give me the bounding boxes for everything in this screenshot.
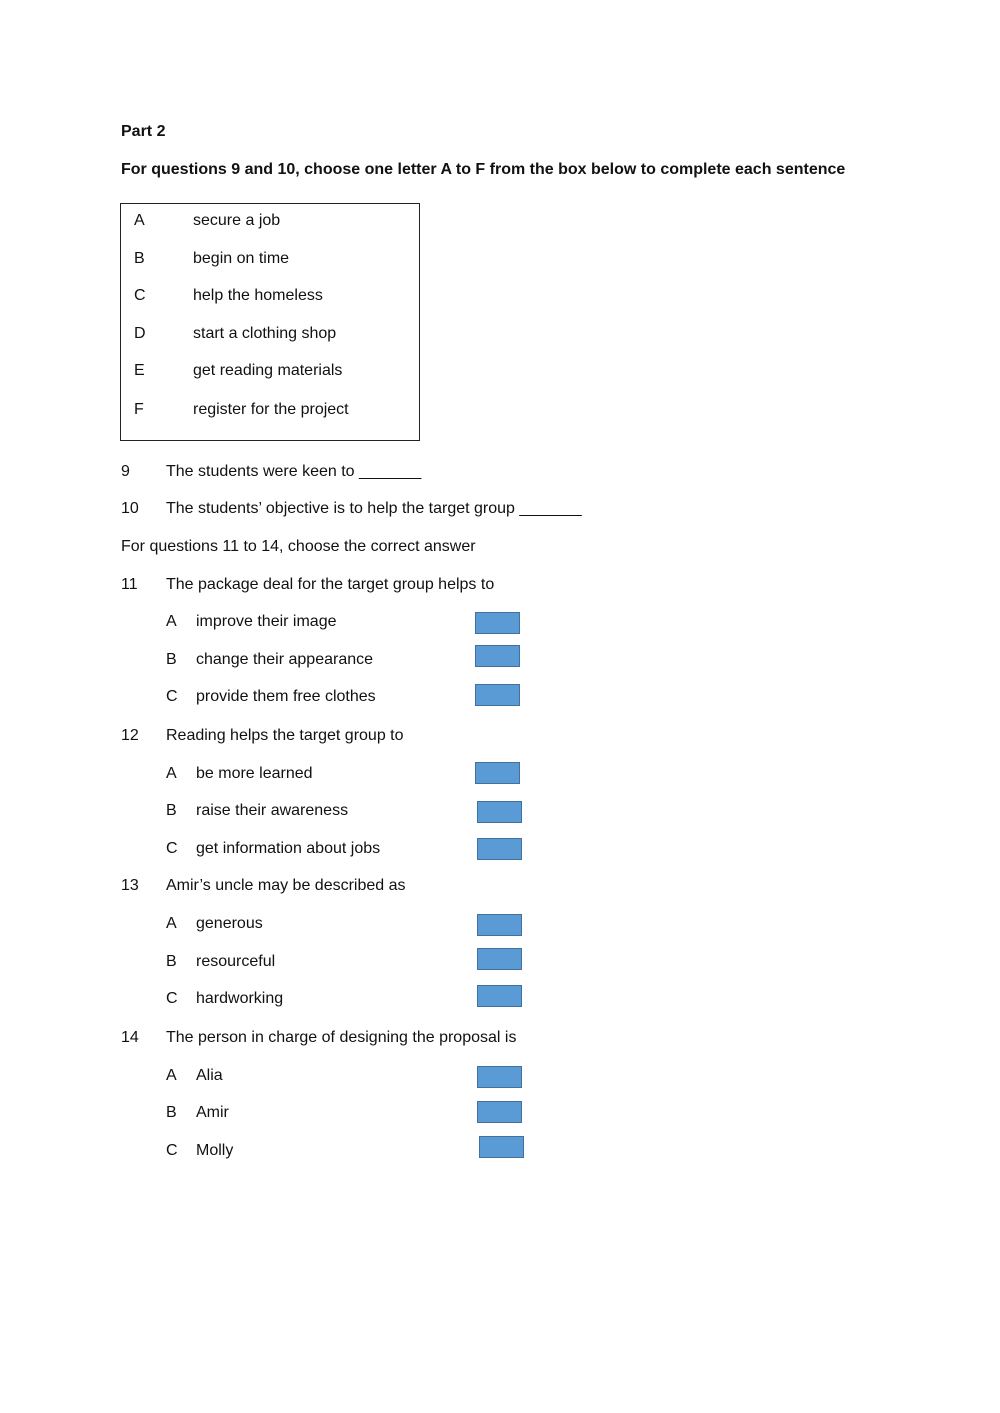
question-number: 10 <box>121 500 139 517</box>
option-text: register for the project <box>193 401 349 418</box>
answer-box[interactable] <box>477 948 522 970</box>
answer-box[interactable] <box>477 914 522 936</box>
answer-box[interactable] <box>475 762 520 784</box>
part-title: Part 2 <box>121 123 166 140</box>
question-number: 14 <box>121 1029 139 1046</box>
question-number: 12 <box>121 727 139 744</box>
choice-letter: B <box>166 953 177 970</box>
question-text: The students’ objective is to help the target group _______ <box>166 500 582 517</box>
answer-box[interactable] <box>479 1136 524 1158</box>
choice-text: Alia <box>196 1067 223 1084</box>
choice-letter: A <box>166 915 177 932</box>
option-text: start a clothing shop <box>193 325 337 342</box>
answer-box[interactable] <box>477 985 522 1007</box>
option-letter: F <box>134 401 144 418</box>
choice-text: improve their image <box>196 613 337 630</box>
choice-letter: B <box>166 802 177 819</box>
option-text: get reading materials <box>193 362 343 379</box>
choice-text: provide them free clothes <box>196 688 376 705</box>
choice-letter: A <box>166 765 177 782</box>
answer-box[interactable] <box>477 838 522 860</box>
answer-box[interactable] <box>477 1101 522 1123</box>
choice-text: raise their awareness <box>196 802 349 819</box>
choice-letter: C <box>166 990 178 1007</box>
choice-text: get information about jobs <box>196 840 381 857</box>
choice-letter: C <box>166 840 178 857</box>
option-letter: E <box>134 362 145 379</box>
answer-box[interactable] <box>477 801 522 823</box>
choice-text: be more learned <box>196 765 313 782</box>
choice-text: Amir <box>196 1104 229 1121</box>
choice-letter: B <box>166 651 177 668</box>
choice-letter: C <box>166 1142 178 1159</box>
answer-box[interactable] <box>475 645 520 667</box>
option-letter: C <box>134 287 146 304</box>
question-number: 13 <box>121 877 139 894</box>
choice-text: Molly <box>196 1142 234 1159</box>
answer-box[interactable] <box>477 1066 522 1088</box>
choice-text: generous <box>196 915 263 932</box>
choice-text: change their appearance <box>196 651 374 668</box>
answer-box[interactable] <box>475 612 520 634</box>
option-letter: D <box>134 325 146 342</box>
question-text: Amir’s uncle may be described as <box>166 877 406 894</box>
question-text: The person in charge of designing the proposal is <box>166 1029 517 1046</box>
answer-box[interactable] <box>475 684 520 706</box>
option-text: help the homeless <box>193 287 323 304</box>
question-text: The students were keen to _______ <box>166 463 422 480</box>
question-text: The package deal for the target group helps to <box>166 576 495 593</box>
option-text: secure a job <box>193 212 281 229</box>
option-letter: A <box>134 212 145 229</box>
choice-letter: A <box>166 1067 177 1084</box>
option-text: begin on time <box>193 250 290 267</box>
instruction-questions-11-14: For questions 11 to 14, choose the correct answer <box>121 538 476 555</box>
choice-letter: B <box>166 1104 177 1121</box>
choice-letter: A <box>166 613 177 630</box>
option-letter: B <box>134 250 145 267</box>
choice-text: resourceful <box>196 953 276 970</box>
question-text: Reading helps the target group to <box>166 727 404 744</box>
question-number: 9 <box>121 463 130 480</box>
question-number: 11 <box>121 576 138 593</box>
instruction-questions-9-10: For questions 9 and 10, choose one letter A to F from the box below to complete each sentence <box>121 161 846 178</box>
choice-text: hardworking <box>196 990 284 1007</box>
choice-letter: C <box>166 688 178 705</box>
